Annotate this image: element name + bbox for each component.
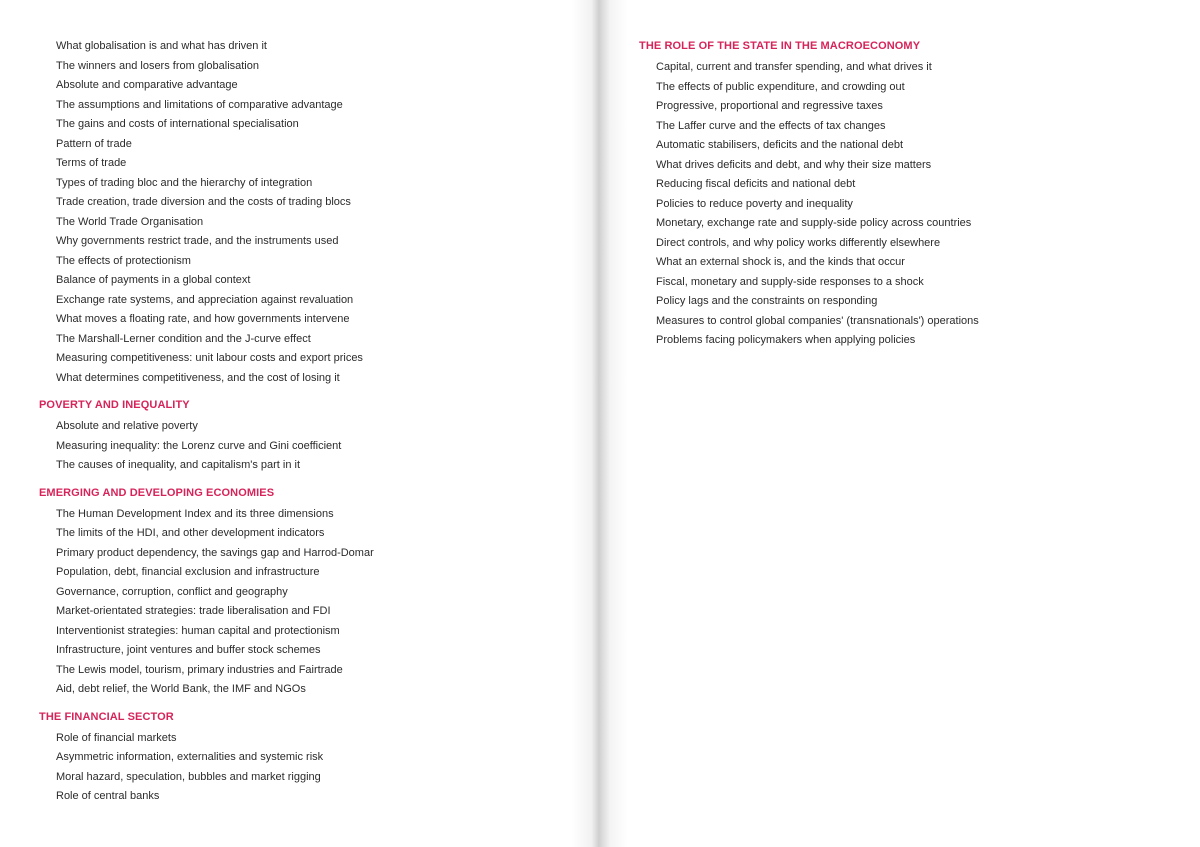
poverty-section <box>39 396 374 476</box>
topic-item: Policies to reduce poverty and inequality <box>656 197 853 210</box>
topic-item: Direct controls, and why policy works differently elsewhere <box>656 236 941 249</box>
topic-item: The effects of public expenditure, and crowding out <box>656 80 905 93</box>
globalisation-topic-list <box>39 37 374 388</box>
financial-section <box>39 708 374 807</box>
topic-item: Absolute and comparative advantage <box>56 79 238 91</box>
section-heading-state: THE ROLE OF THE STATE IN THE MACROECONOMY <box>639 40 921 52</box>
emerging-section <box>39 484 374 700</box>
topic-item: Asymmetric information, externalities and systemic risk <box>56 751 324 763</box>
topic-item: The World Trade Organisation <box>56 215 204 228</box>
topic-item: Why governments restrict trade, and the instruments used <box>56 235 339 247</box>
section-heading-financial: THE FINANCIAL SECTOR <box>39 710 174 723</box>
globalisation-section <box>39 37 374 388</box>
state-topic-list <box>639 58 979 351</box>
section-heading-poverty: POVERTY AND INEQUALITY <box>39 399 190 411</box>
topic-item: Problems facing policymakers when applying policies <box>656 334 916 346</box>
topic-item: The Lewis model, tourism, primary industries and Fairtrade <box>56 663 343 676</box>
topic-item: Fiscal, monetary and supply-side responses to a shock <box>656 275 924 288</box>
topic-item: Trade creation, trade diversion and the costs of trading blocs <box>56 196 351 208</box>
topic-item: What an external shock is, and the kinds that occur <box>656 256 905 268</box>
topic-item: Balance of payments in a global context <box>56 274 251 286</box>
topic-item: The effects of protectionism <box>56 254 191 267</box>
topic-item: Population, debt, financial exclusion and infrastructure <box>56 566 320 578</box>
topic-item: Moral hazard, speculation, bubbles and market rigging <box>56 770 321 783</box>
topic-item: Infrastructure, joint ventures and buffer stock schemes <box>56 644 321 656</box>
right-column <box>639 37 979 351</box>
topic-item: Market-orientated strategies: trade liberalisation and FDI <box>56 605 331 617</box>
topic-item: Measures to control global companies' (transnationals') operations <box>656 314 979 327</box>
topic-item: Terms of trade <box>56 157 127 169</box>
topic-item: Capital, current and transfer spending, and what drives it <box>656 61 932 73</box>
topic-item: What drives deficits and debt, and why their size matters <box>656 158 932 171</box>
topic-item: The Human Development Index and its three dimensions <box>56 507 334 520</box>
topic-item: Exchange rate systems, and appreciation against revaluation <box>56 293 354 306</box>
topic-item: Monetary, exchange rate and supply-side policy across countries <box>656 217 972 229</box>
topic-item: The assumptions and limitations of comparative advantage <box>56 98 343 111</box>
section-heading-emerging: EMERGING AND DEVELOPING ECONOMIES <box>39 486 275 499</box>
topic-item: Aid, debt relief, the World Bank, the IMF and NGOs <box>56 683 306 695</box>
topic-item: Role of central banks <box>56 790 160 802</box>
topic-item: Pattern of trade <box>56 137 132 150</box>
financial-topic-list <box>39 729 374 807</box>
topic-item: The winners and losers from globalisation <box>56 59 259 72</box>
topic-item: Measuring competitiveness: unit labour costs and export prices <box>56 352 363 364</box>
topic-item: Absolute and relative poverty <box>56 420 198 432</box>
topic-item: Primary product dependency, the savings gap and Harrod-Domar <box>56 546 374 559</box>
topic-item: What moves a floating rate, and how governments intervene <box>56 313 350 325</box>
left-column <box>39 37 374 807</box>
topic-item: What globalisation is and what has driven it <box>56 40 267 52</box>
emerging-topic-list <box>39 505 374 700</box>
right-page <box>600 0 1200 847</box>
state-section <box>639 37 979 351</box>
topic-item: The Marshall-Lerner condition and the J-curve effect <box>56 332 311 345</box>
topic-item: Measuring inequality: the Lorenz curve and Gini coefficient <box>56 439 342 452</box>
topic-item: The limits of the HDI, and other development indicators <box>56 527 325 539</box>
topic-item: Types of trading bloc and the hierarchy of integration <box>56 176 313 189</box>
topic-item: Policy lags and the constraints on responding <box>656 295 878 307</box>
topic-item: Progressive, proportional and regressive taxes <box>656 100 883 112</box>
topic-item: Interventionist strategies: human capital and protectionism <box>56 624 340 637</box>
topic-item: The gains and costs of international specialisation <box>56 118 299 130</box>
topic-item: Governance, corruption, conflict and geography <box>56 585 288 598</box>
topic-item: The Laffer curve and the effects of tax changes <box>656 119 886 132</box>
topic-item: Reducing fiscal deficits and national debt <box>656 178 856 190</box>
left-page <box>0 0 580 847</box>
poverty-topic-list <box>39 417 374 476</box>
topic-item: What determines competitiveness, and the cost of losing it <box>56 371 340 384</box>
topic-item: Automatic stabilisers, deficits and the national debt <box>656 139 904 151</box>
topic-item: Role of financial markets <box>56 731 177 744</box>
topic-item: The causes of inequality, and capitalism's part in it <box>56 459 301 471</box>
